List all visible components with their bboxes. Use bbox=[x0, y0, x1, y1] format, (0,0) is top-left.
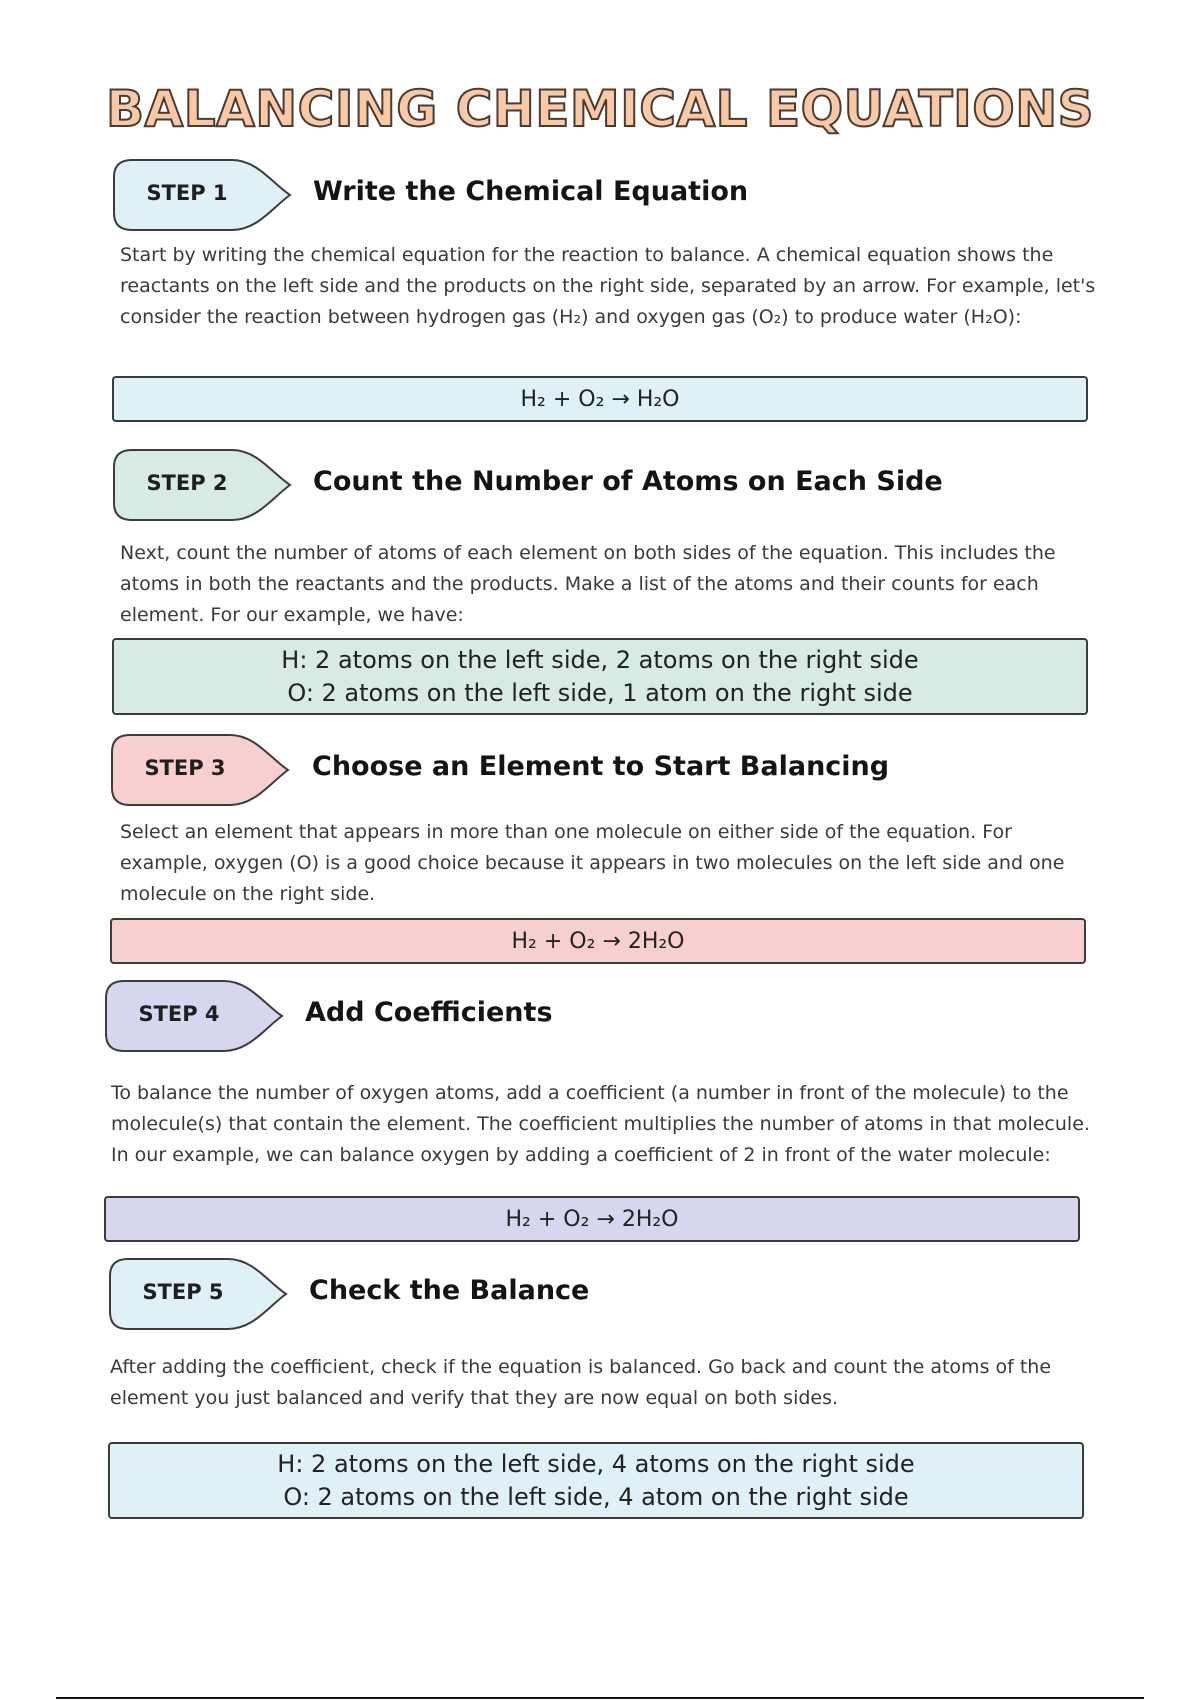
step-5-heading: Check the Balance bbox=[309, 1275, 590, 1306]
step-4-equation-box bbox=[104, 1196, 1080, 1242]
step-4-text: To balance the number of oxygen atoms, add a coefficient (a number in front of the molecule) to the molecule(s) that contain the element. The coefficient multiplies the number of atoms in that molecule. In our example, we can balance oxygen by adding a coefficient of 2 in front of the water molecule: bbox=[111, 1082, 1090, 1166]
step-3-badge bbox=[110, 733, 285, 803]
step-5-line-o: O: 2 atoms on the left side, 4 atom on the right side bbox=[283, 1482, 909, 1511]
step-5-badge bbox=[108, 1257, 283, 1327]
step-1-label: STEP 1 bbox=[146, 181, 228, 205]
step-5-balance-box bbox=[108, 1442, 1084, 1519]
step-3-label: STEP 3 bbox=[144, 756, 226, 780]
step-3-equation-box bbox=[110, 918, 1086, 964]
step-3-equation: H₂ + O₂ → 2H₂O bbox=[511, 928, 685, 954]
step-2-line-o: O: 2 atoms on the left side, 1 atom on the right side bbox=[287, 678, 913, 707]
step-2-label: STEP 2 bbox=[146, 471, 228, 495]
step-5-line-h: H: 2 atoms on the left side, 4 atoms on the right side bbox=[277, 1449, 915, 1478]
step-5-text: After adding the coefficient, check if the equation is balanced. Go back and count the atoms of the element you just balanced and verify that they are now equal on both sides. bbox=[110, 1356, 1052, 1409]
step-5-label: STEP 5 bbox=[142, 1280, 224, 1304]
step-1-text: Start by writing the chemical equation for the reaction to balance. A chemical equation shows the reactants on the left side and the products on the right side, separated by an arrow. For example, let's consider the reaction between hydrogen gas (H₂) and oxygen gas (O₂) to produce water (H₂O): bbox=[120, 244, 1096, 328]
step-1-heading: Write the Chemical Equation bbox=[313, 176, 749, 207]
step-2-line-h: H: 2 atoms on the left side, 2 atoms on the right side bbox=[281, 645, 919, 674]
step-3-heading: Choose an Element to Start Balancing bbox=[312, 751, 890, 782]
step-2-badge bbox=[112, 448, 287, 518]
step-1-badge bbox=[112, 158, 287, 228]
step-4-heading: Add Coefficients bbox=[305, 997, 553, 1028]
step-4-equation: H₂ + O₂ → 2H₂O bbox=[505, 1206, 679, 1232]
step-2-text: Next, count the number of atoms of each element on both sides of the equation. This includes the atoms in both the reactants and the products. Make a list of the atoms and their counts for each element. For our example, we have: bbox=[120, 542, 1056, 626]
step-4-badge bbox=[104, 979, 279, 1049]
step-3-text: Select an element that appears in more than one molecule on either side of the equation. For example, oxygen (O) is a good choice because it appears in two molecules on the left side and one molecule on the right side. bbox=[120, 821, 1065, 905]
step-1-equation: H₂ + O₂ → H₂O bbox=[520, 386, 680, 412]
step-2-heading: Count the Number of Atoms on Each Side bbox=[313, 466, 943, 497]
page-title: BALANCING CHEMICAL EQUATIONS bbox=[105, 80, 1095, 138]
step-1-equation-box bbox=[112, 376, 1088, 422]
step-2-atom-count-box bbox=[112, 638, 1088, 715]
bottom-divider bbox=[56, 1697, 1144, 1699]
step-4-label: STEP 4 bbox=[138, 1002, 220, 1026]
